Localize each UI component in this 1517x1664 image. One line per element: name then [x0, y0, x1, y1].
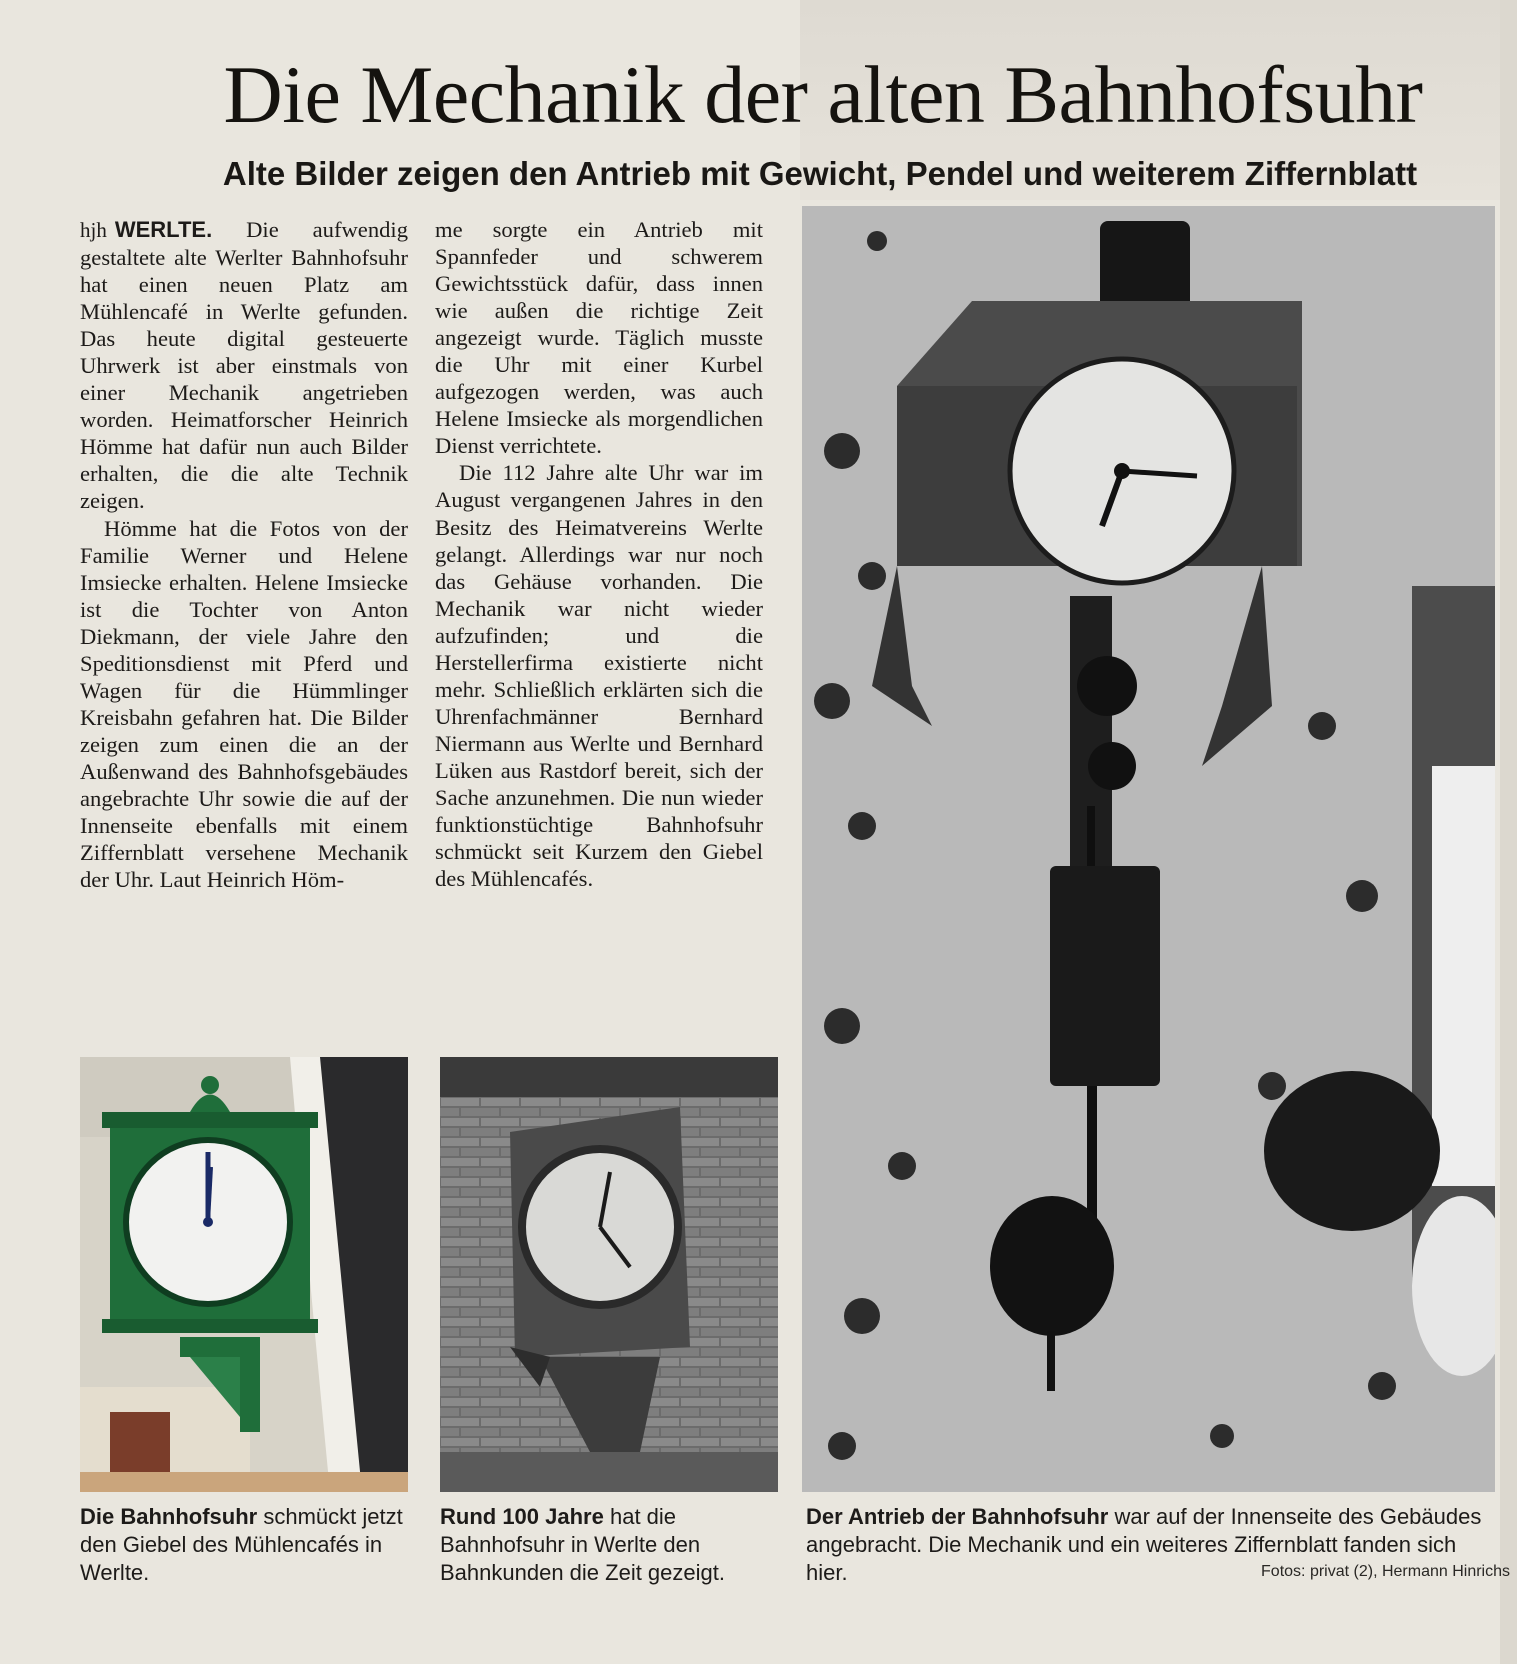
paragraph-3: me sorgte ein Antrieb mit Spannfeder und schwerem Gewichtsstück dafür, dass innen wie außen die richtige Zeit angezeigt wurde. Täglich musste die Uhr mit einer Kurbel aufgezogen werden, was auch Helene Imsiecke als morgendlichen Dienst verrichtete.: [435, 217, 763, 459]
caption-text: hat die Bahnhofsuhr in Werlte den Bahnkunden die Zeit gezeigt.: [440, 1504, 725, 1585]
neighbouring-column-left: [0, 0, 70, 1664]
paragraph-text: Die aufwendig gestaltete alte Werlter Bahnhofsuhr hat einen neuen Platz am Mühlencafé in Werlte gefunden. Das heute digital gesteuerte Uhrwerk ist aber einstmals von einer Mechanik angetrieben worden. Heimatforscher Heinrich Hömme hat dafür nun auch Bilder erhalten, die die alte Technik zeigen.: [80, 217, 408, 514]
caption-lead: Die Bahnhofsuhr: [80, 1504, 258, 1529]
paragraph-2: Hömme hat die Fotos von der Familie Werner und Helene Imsiecke erhalten. Helene Imsiecke ist die Tochter von Anton Diekmann, der viele Jahre den Speditionsdienst mit Pferd und Wagen für die Hümmlinger Kreisbahn gefahren hat. Die Bilder zeigen zum einen die an der Außenwand des Bahnhofsgebäudes angebrachte Uhr sowie die auf der Innenseite ebenfalls mit einem Ziffernblatt versehene Mechanik der Uhr. Laut Heinrich Höm-: [80, 515, 408, 893]
text-column-2: [435, 216, 763, 892]
paragraph-4: Die 112 Jahre alte Uhr war im August vergangenen Jahres in den Besitz des Heimatvereins Werlte gelangt. Allerdings war nur noch das Gehäuse vorhanden. Die Mechanik war nicht wieder aufzufinden; und die Herstellerfirma existierte nicht mehr. Schließlich erklärten sich die Uhrenfachmänner Bernhard Niermann aus Werlte und Bernhard Lüken aus Rastdorf bereit, sich der Sache anzunehmen. Die nun wieder funktionstüchtige Bahnhofsuhr schmückt seit Kurzem den Giebel des Mühlencafés.: [435, 460, 763, 892]
text-column-1: [80, 216, 408, 893]
caption-photo-2: [440, 1503, 785, 1587]
caption-lead: Rund 100 Jahre: [440, 1504, 604, 1529]
dateline: WERLTE.: [114, 217, 213, 242]
neighbouring-column-right: [1500, 0, 1517, 1664]
subheadline: Alte Bilder zeigen den Antrieb mit Gewicht, Pendel und weiterem Ziffernblatt: [222, 155, 1418, 192]
paragraph-1: [80, 216, 408, 515]
caption-text: war auf der Innenseite des Gebäudes angebracht. Die Mechanik und ein weiteres Ziffernblatt fanden sich hier.: [806, 1504, 1482, 1585]
photo-green-station-clock: [80, 1057, 408, 1492]
photo-credit: Fotos: privat (2), Hermann Hinrichs: [1261, 1563, 1510, 1580]
photo-old-station-clock: [440, 1057, 778, 1492]
caption-lead: Der Antrieb der Bahnhofsuhr: [806, 1504, 1109, 1529]
caption-text: schmückt jetzt den Giebel des Mühlencafés in Werlte.: [80, 1504, 403, 1585]
headline: Die Mechanik der alten Bahnhofsuhr: [223, 49, 1423, 140]
photo-clock-mechanism: [802, 206, 1495, 1492]
author-byline: hjh: [80, 218, 107, 242]
caption-photo-1: [80, 1503, 410, 1587]
